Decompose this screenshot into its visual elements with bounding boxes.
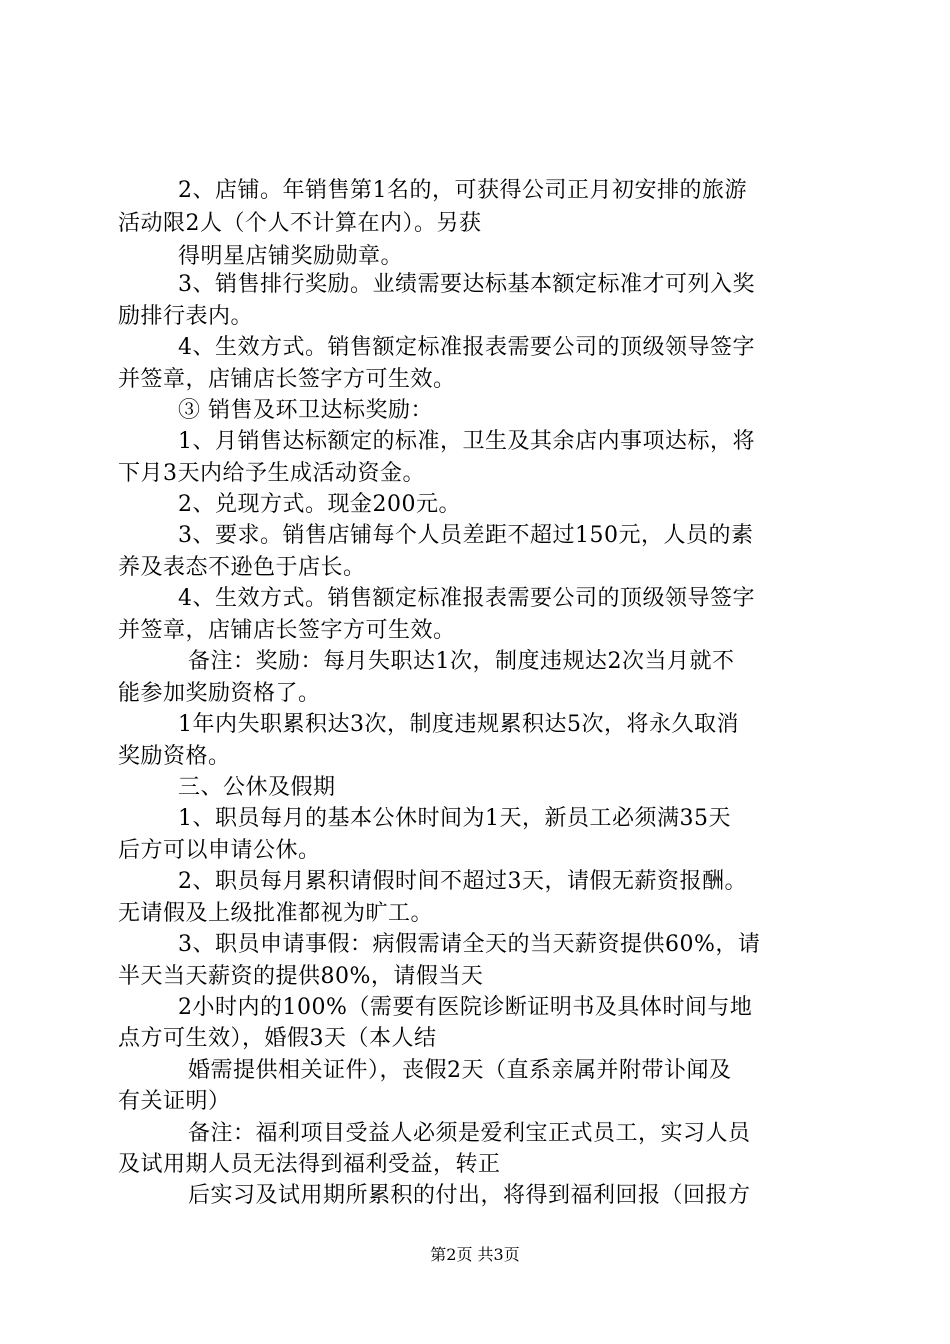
- text-line: 4、生效方式。销售额定标准报表需要公司的顶级领导签字: [178, 335, 755, 360]
- text-line: 励排行表内。: [118, 304, 254, 329]
- text-line: 2、职员每月累积请假时间不超过3天，请假无薪资报酬。: [178, 869, 747, 894]
- text-line: 备注：福利项目受益人必须是爱利宝正式员工，实习人员: [188, 1121, 751, 1146]
- text-line: 2、兑现方式。现金200元。: [178, 492, 461, 517]
- text-line: 4、生效方式。销售额定标准报表需要公司的顶级领导签字: [178, 586, 755, 611]
- text-line: 无请假及上级批准都视为旷工。: [118, 901, 434, 926]
- text-line: 半天当天薪资的提供80%，请假当天: [118, 964, 484, 989]
- text-line: 婚需提供相关证件），丧假2天（直系亲属并附带讣闻及: [188, 1058, 732, 1083]
- text-line: 及试用期人员无法得到福利受益，转正: [118, 1152, 501, 1177]
- text-line: 后方可以申请公休。: [118, 838, 321, 863]
- text-line: 1、月销售达标额定的标准，卫生及其余店内事项达标，将: [178, 429, 755, 454]
- text-line: ③ 销售及环卫达标奖励：: [178, 398, 433, 423]
- page-footer: 第2页 共3页: [430, 1245, 520, 1264]
- text-line: 2小时内的100%（需要有医院诊断证明书及具体时间与地: [178, 995, 753, 1020]
- text-line: 点方可生效），婚假3天（本人结: [118, 1026, 437, 1051]
- section-heading: 三、公休及假期: [178, 775, 336, 800]
- text-line: 养及表态不逊色于店长。: [118, 555, 366, 580]
- text-line: 奖励资格。: [118, 744, 231, 769]
- text-line: 3、销售排行奖励。业绩需要达标基本额定标准才可列入奖: [178, 272, 755, 297]
- text-line: 后实习及试用期所累积的付出，将得到福利回报（回报方: [188, 1183, 751, 1208]
- text-line: 有关证明）: [118, 1089, 231, 1114]
- text-line: 得明星店铺奖励勋章。: [178, 244, 404, 269]
- text-line: 2、店铺。年销售第1名的，可获得公司正月初安排的旅游: [178, 178, 747, 203]
- text-line: 并签章，店铺店长签字方可生效。: [118, 618, 456, 643]
- text-line: 并签章，店铺店长签字方可生效。: [118, 367, 456, 392]
- text-line: 3、职员申请事假：病假需请全天的当天薪资提供60%，请: [178, 932, 761, 957]
- text-line: 能参加奖励资格了。: [118, 681, 321, 706]
- text-line: 下月3天内给予生成活动资金。: [118, 461, 425, 486]
- text-line: 备注：奖励：每月失职达1次，制度违规达2次当月就不: [188, 649, 735, 674]
- text-line: 1、职员每月的基本公休时间为1天，新员工必须满35天: [178, 806, 731, 831]
- text-line: 3、要求。销售店铺每个人员差距不超过150元，人员的素: [178, 523, 754, 548]
- text-line: 1年内失职累积达3次，制度违规累积达5次，将永久取消: [178, 712, 739, 737]
- text-line: 活动限2人（个人不计算在内）。另获: [118, 211, 482, 236]
